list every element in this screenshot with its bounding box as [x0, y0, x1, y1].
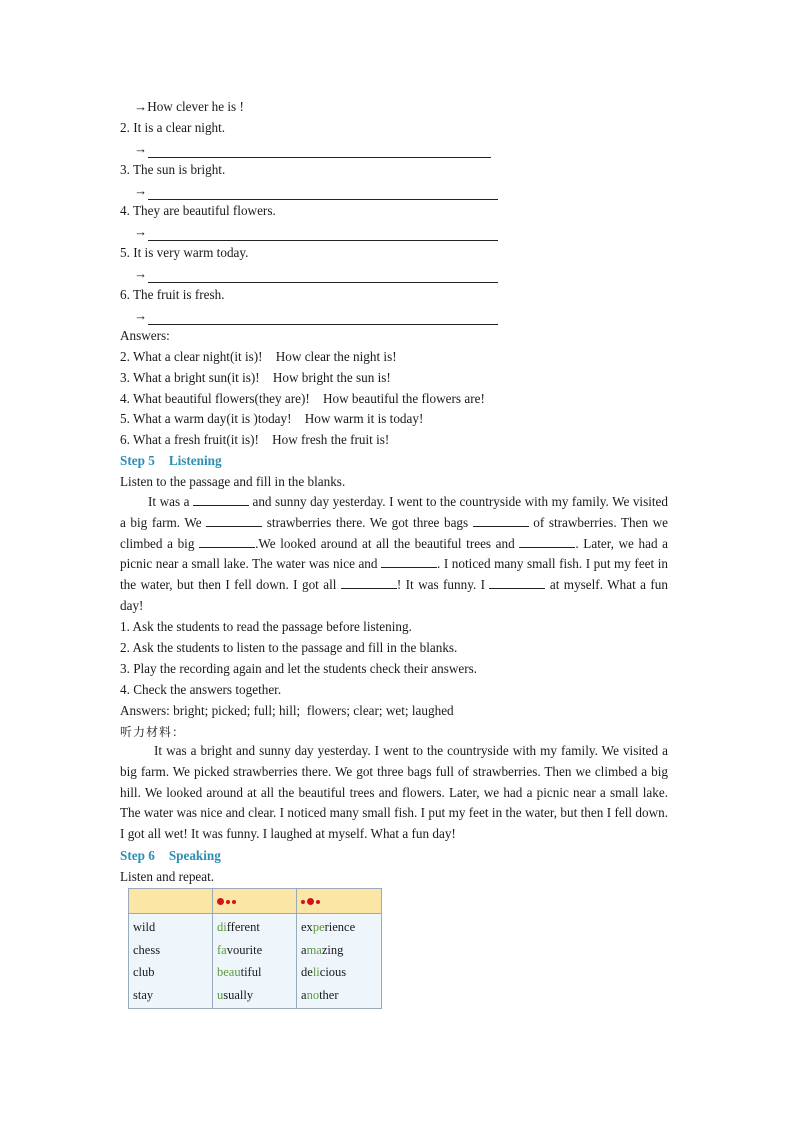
step5-label: Step 5: [120, 453, 155, 468]
unstressed-dot-icon: [226, 900, 230, 904]
fill-blank[interactable]: [206, 515, 262, 527]
write-blank[interactable]: [148, 187, 498, 200]
write-blank[interactable]: [148, 312, 498, 325]
word: wild: [133, 920, 156, 934]
word: another: [301, 987, 339, 1002]
table-header-row: [129, 889, 382, 914]
fill-blank[interactable]: [519, 536, 575, 548]
procedure-step: 1. Ask the students to read the passage before listening.: [120, 619, 412, 634]
procedure-step: 4. Check the answers together.: [120, 682, 282, 697]
answer-text: 4. What beautiful flowers(they are)! How beautiful the flowers are!: [120, 391, 485, 406]
answer-line: [134, 182, 498, 200]
answer-text: 2. What a clear night(it is)! How clear the night is!: [120, 349, 397, 364]
step5-instruction: Listen to the passage and fill in the blanks.: [120, 474, 346, 489]
one-syllable-column: [129, 914, 213, 1009]
arrow-icon: →: [134, 141, 148, 156]
step6-instruction: Listen and repeat.: [120, 869, 215, 884]
answers-label: Answers:: [120, 328, 170, 343]
word: club: [133, 965, 155, 979]
procedure-step: 2. Ask the students to listen to the passage and fill in the blanks.: [120, 640, 458, 655]
word: stay: [133, 987, 154, 1002]
exercise-item: 6. The fruit is fresh.: [120, 287, 225, 302]
answer-text: 3. What a bright sun(it is)! How bright the sun is!: [120, 370, 391, 385]
first-stress-column: [213, 914, 297, 1009]
exercise-item: 3. The sun is bright.: [120, 162, 226, 177]
table-body-row: [129, 914, 382, 1009]
fill-blank[interactable]: [341, 577, 397, 589]
step6-label: Step 6: [120, 848, 155, 863]
listening-material: It was a bright and sunny day yesterday. I went to the countryside with my family. We visited a big farm. We picked strawberries there. We got three bags full of strawberries. Then we climbed a big hill. We looked around at all the beautiful trees and flowers. Later, we had a picnic near a small lake. The water was nice and clear. I noticed many small fish. I put my feet in the water, but then I fell down. I got all wet! It was funny. I laughed at myself. What a fun day!: [120, 743, 668, 842]
word: favourite: [217, 942, 263, 957]
word: delicious: [301, 965, 347, 979]
procedure-step: 3. Play the recording again and let the students check their answers.: [120, 661, 478, 676]
word: different: [217, 920, 260, 934]
fill-blank[interactable]: [489, 577, 545, 589]
listening-passage: It was a and sunny day yesterday. I went to the countryside with my family. We visited a big farm. We strawberries there. We got three bags of strawberries. Then we climbed a big .We looked around at all the beautiful trees and . Later, we had a picnic near a small lake. The water was nice and . I noticed many small fish. I put my feet in the water, but then I fell down. I got all ! It was funny. I at myself. What a fun day!: [120, 494, 669, 613]
fill-blank[interactable]: [193, 494, 249, 506]
exercise-item: 5. It is very warm today.: [120, 245, 249, 260]
arrow-icon: →: [134, 266, 148, 281]
answer-text: 6. What a fresh fruit(it is)! How fresh the fruit is!: [120, 432, 390, 447]
step6-heading: [120, 847, 221, 865]
unstressed-dot-icon: [301, 900, 305, 904]
fill-blank[interactable]: [473, 515, 529, 527]
exercise-item: 4. They are beautiful flowers.: [120, 203, 276, 218]
fill-blank[interactable]: [381, 556, 437, 568]
stressed-dot-icon: [307, 898, 314, 905]
arrow-icon: →: [134, 308, 148, 323]
fill-blank[interactable]: [199, 536, 255, 548]
answer-line: [134, 307, 498, 325]
listening-answers: Answers: bright; picked; full; hill; flowers; clear; wet; laughed: [120, 703, 454, 718]
step6-title: Speaking: [168, 848, 221, 863]
write-blank[interactable]: [148, 145, 491, 158]
header-cell-stress-second: [297, 889, 382, 914]
write-blank[interactable]: [148, 228, 498, 241]
word: usually: [217, 987, 254, 1002]
unstressed-dot-icon: [316, 900, 320, 904]
stressed-dot-icon: [217, 898, 224, 905]
answer-line: [134, 265, 498, 283]
answer-text: 5. What a warm day(it is )today! How warm it is today!: [120, 411, 424, 426]
word: beautiful: [217, 965, 262, 979]
arrow-icon: →: [134, 224, 148, 239]
write-blank[interactable]: [148, 270, 498, 283]
header-cell-empty: [129, 889, 213, 914]
second-stress-column: [297, 914, 382, 1009]
unstressed-dot-icon: [232, 900, 236, 904]
answer-line: [134, 223, 498, 241]
word: experience: [301, 920, 356, 934]
word: chess: [133, 942, 161, 957]
step5-heading: [120, 452, 222, 470]
stress-pattern-table: [128, 888, 382, 1009]
step5-title: Listening: [168, 453, 222, 468]
exercise-item: 2. It is a clear night.: [120, 120, 226, 135]
arrow-icon: →: [134, 183, 148, 198]
word: amazing: [301, 942, 344, 957]
header-cell-stress-first: [213, 889, 297, 914]
listening-material-label: 听力材料：: [120, 725, 186, 739]
example-answer: →How clever he is !: [134, 99, 244, 114]
answer-line: [134, 140, 491, 158]
